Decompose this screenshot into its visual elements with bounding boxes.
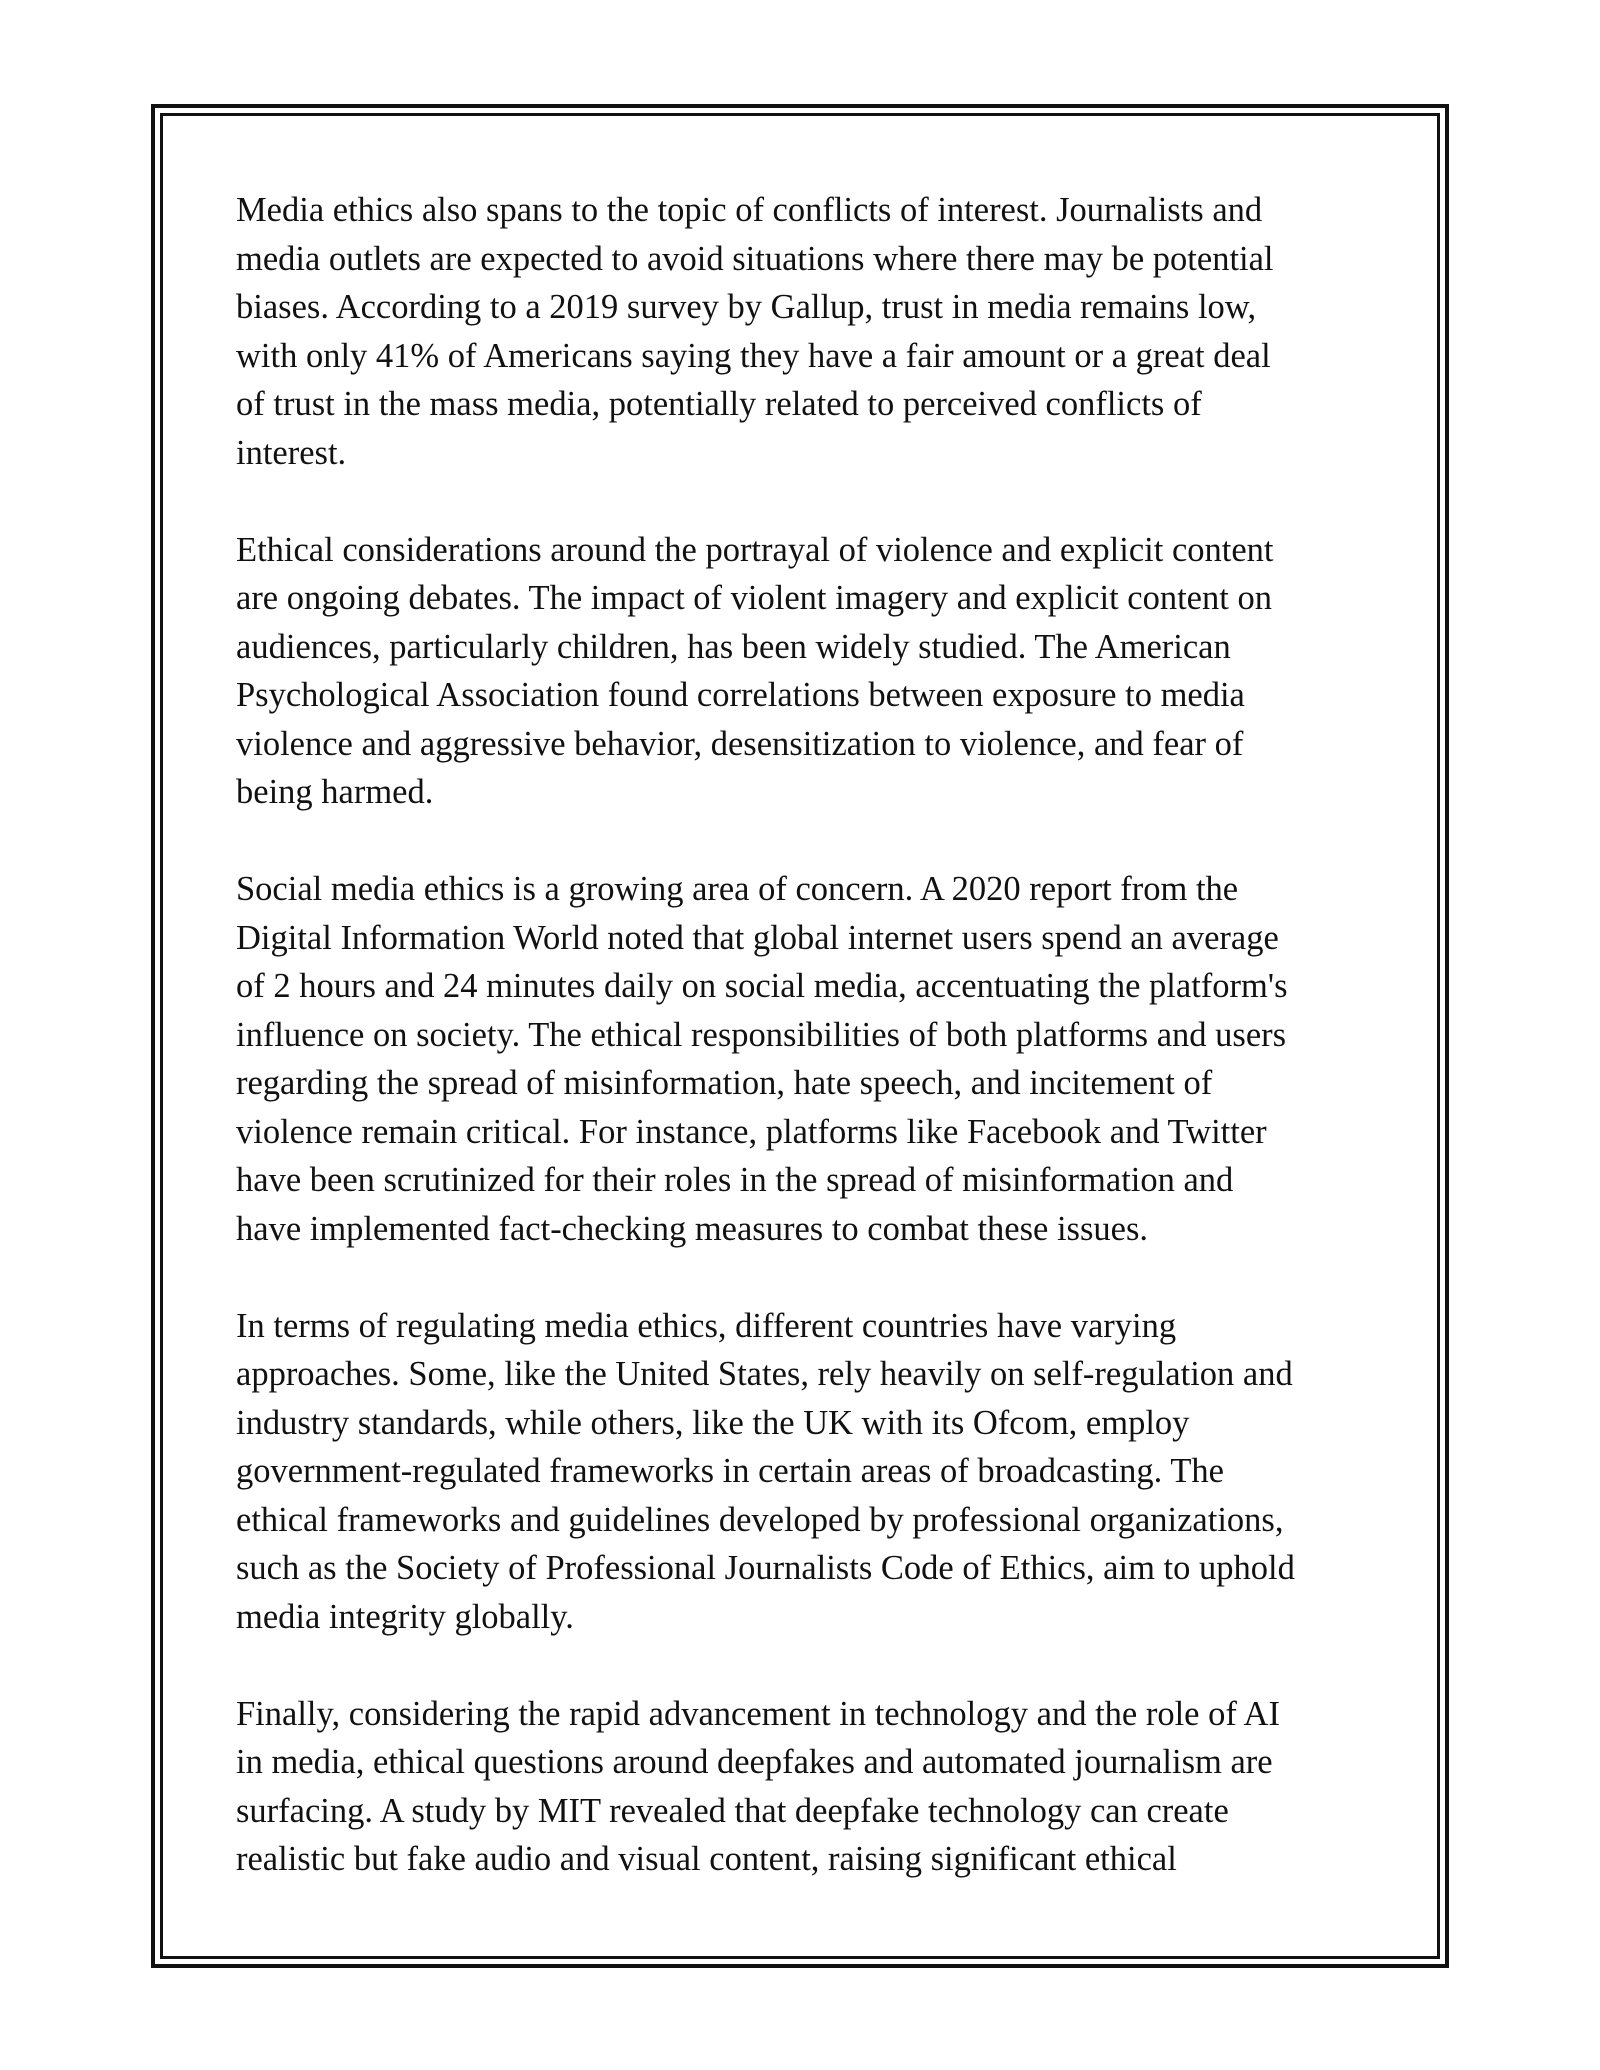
text-line: surfacing. A study by MIT revealed that deepfake technology can create	[236, 1791, 1229, 1830]
paragraph-conflicts-of-interest	[236, 186, 1366, 477]
text-line: audiences, particularly children, has been widely studied. The American	[236, 627, 1231, 666]
paragraph-social-media-ethics	[236, 865, 1366, 1253]
text-line: biases. According to a 2019 survey by Gallup, trust in media remains low,	[236, 288, 1257, 326]
text-line: realistic but fake audio and visual content, raising significant ethical	[236, 1840, 1177, 1878]
text-line: industry standards, while others, like the UK with its Ofcom, employ	[236, 1403, 1190, 1442]
text-line: violence and aggressive behavior, desensitization to violence, and fear of	[236, 724, 1244, 763]
paragraph-regulating-media-ethics	[236, 1302, 1366, 1642]
text-line: of 2 hours and 24 minutes daily on social media, accentuating the platform's	[236, 967, 1288, 1005]
document-body	[236, 186, 1366, 1932]
text-line: interest.	[236, 433, 347, 472]
text-line: government-regulated frameworks in certain areas of broadcasting. The	[236, 1452, 1224, 1490]
text-line: have been scrutinized for their roles in the spread of misinformation and	[236, 1161, 1234, 1199]
paragraph-violence-content	[236, 526, 1366, 817]
text-line: Digital Information World noted that global internet users spend an average	[236, 918, 1279, 957]
text-line: in media, ethical questions around deepfakes and automated journalism are	[236, 1743, 1273, 1781]
text-line: of trust in the mass media, potentially related to perceived conflicts of	[236, 385, 1202, 423]
text-line: Social media ethics is a growing area of concern. A 2020 report from the	[236, 870, 1239, 908]
text-line: Media ethics also spans to the topic of conflicts of interest. Journalists and	[236, 191, 1263, 229]
text-line: are ongoing debates. The impact of violent imagery and explicit content on	[236, 579, 1272, 617]
text-line: regarding the spread of misinformation, hate speech, and incitement of	[236, 1064, 1213, 1102]
text-line: media integrity globally.	[236, 1597, 574, 1636]
text-line: influence on society. The ethical responsibilities of both platforms and users	[236, 1015, 1287, 1054]
text-line: Ethical considerations around the portrayal of violence and explicit content	[236, 530, 1274, 569]
text-line: approaches. Some, like the United States, rely heavily on self-regulation and	[236, 1355, 1293, 1393]
text-line: Psychological Association found correlations between exposure to media	[236, 676, 1245, 714]
text-line: Finally, considering the rapid advancement in technology and the role of AI	[236, 1694, 1280, 1733]
paragraph-technology-ai	[236, 1690, 1366, 1884]
text-line: In terms of regulating media ethics, different countries have varying	[236, 1306, 1177, 1345]
text-line: have implemented fact-checking measures to combat these issues.	[236, 1209, 1149, 1248]
text-line: violence remain critical. For instance, platforms like Facebook and Twitter	[236, 1112, 1267, 1151]
text-line: with only 41% of Americans saying they have a fair amount or a great deal	[236, 336, 1271, 375]
text-line: media outlets are expected to avoid situations where there may be potential	[236, 239, 1274, 278]
text-line: ethical frameworks and guidelines developed by professional organizations,	[236, 1500, 1284, 1539]
text-line: being harmed.	[236, 773, 434, 811]
text-line: such as the Society of Professional Journalists Code of Ethics, aim to uphold	[236, 1549, 1295, 1587]
